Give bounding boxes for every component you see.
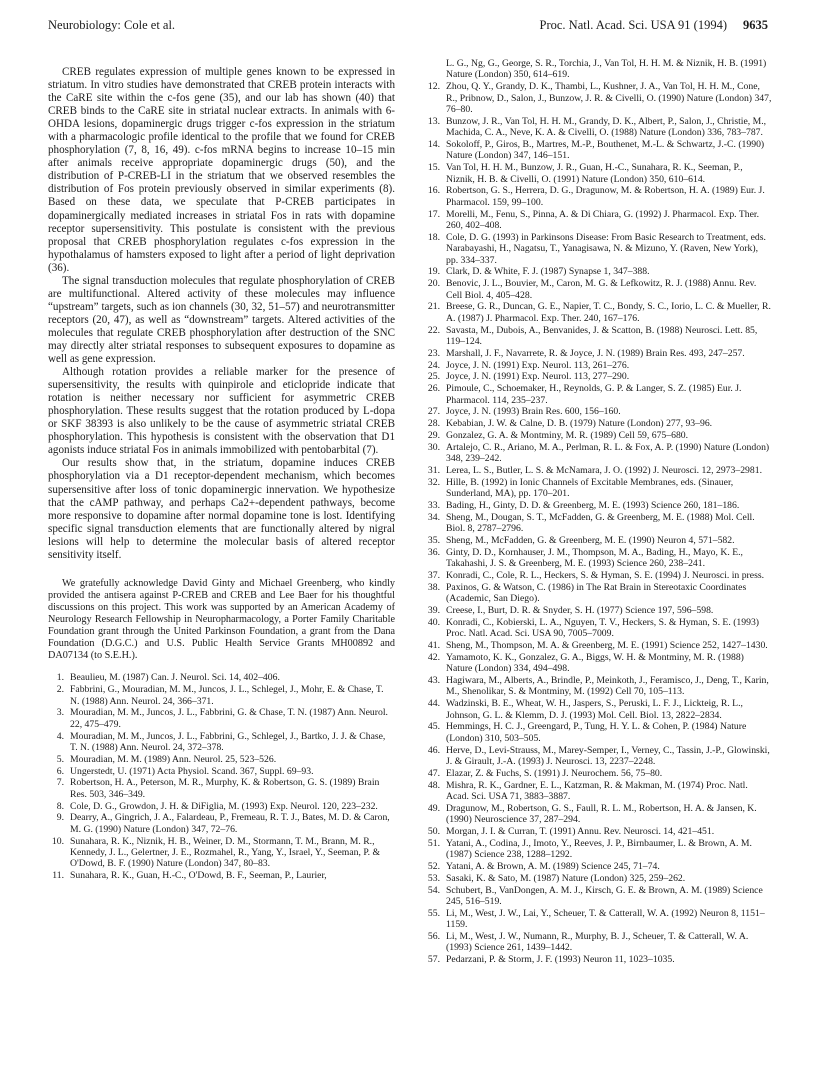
reference-text: Pedarzani, P. & Storm, J. F. (1993) Neuron 11, 1023–1035. (446, 954, 675, 966)
reference-number: 56. (427, 931, 440, 943)
reference-item (420, 301, 772, 324)
body-paragraph-4: Our results show that, in the striatum, dopamine induces CREB phosphorylation via a D1 receptor-dependent mechanism, which becomes supersensitive after loss of tonic dopaminergic innervation. We hypothesize that the cAMP pathway, and perhaps Ca2+-dependent pathways, become more responsive to dopamine after normal dopamine tone is lost. Identifying specific signal transduction elements that are functionally altered by nigral lesions will help to determine the molecular basis of altered receptor sensitivity itself. (48, 457, 395, 561)
reference-item (420, 278, 772, 301)
reference-number: 22. (427, 324, 440, 336)
reference-number: 3. (56, 707, 64, 719)
reference-number: 2. (56, 684, 64, 696)
reference-number: 30. (427, 441, 440, 453)
reference-text: Yamamoto, K. K., Gonzalez, G. A., Biggs, W. H. & Montminy, M. R. (1988) Nature (London) 334, 494–498. (446, 651, 744, 675)
reference-number: 9. (56, 812, 64, 824)
reference-number: 28. (427, 418, 440, 430)
reference-text: L. G., Ng, G., George, S. R., Torchia, J., Van Tol, H. H. M. & Niznik, H. B. (1991) Nature (London) 350, 614–619. (446, 58, 767, 81)
reference-number: 41. (427, 640, 440, 652)
reference-list-left (48, 672, 395, 881)
reference-item (48, 672, 395, 683)
reference-item (420, 360, 772, 371)
body-paragraph-3: Although rotation provides a reliable marker for the presence of supersensitivity, the results with quinpirole and eticlopride indicate that rotation is neither necessary nor sufficient for asymmetric CREB phosphorylation. These results suggest that the rotation produced by L-dopa or SKF 38393 is also unlikely to be the cause of asymmetric striatal CREB phosphorylation. This hypothesis is consistent with the observation that D1 agonists induce striatal Fos in animals immobilized with pentobarbital (7). (48, 366, 395, 457)
reference-text: Artalejo, C. R., Ariano, M. A., Perlman, R. L. & Fox, A. P. (1990) Nature (London) 348, 239–242. (446, 441, 770, 465)
reference-text: Sheng, M., Dougan, S. T., McFadden, G. & Greenberg, M. E. (1988) Mol. Cell. Biol. 8, 2787–2796. (446, 511, 755, 535)
reference-number: 11. (52, 870, 64, 882)
journal-citation (540, 18, 768, 33)
reference-number: 17. (427, 208, 440, 220)
reference-number: 55. (427, 907, 440, 919)
reference-text: Konradi, C., Kobierski, L. A., Nguyen, T. V., Heckers, S. & Hyman, S. E. (1993) Proc. Natl. Acad. Sci. USA 90, 7005–7009. (446, 616, 760, 640)
reference-text: Joyce, J. N. (1993) Brain Res. 600, 156–160. (446, 406, 621, 418)
reference-text: Sheng, M., Thompson, M. A. & Greenberg, M. E. (1991) Science 252, 1427–1430. (446, 640, 768, 652)
reference-number: 27. (427, 406, 440, 418)
reference-number: 34. (427, 511, 440, 523)
reference-item (420, 442, 772, 465)
reference-number: 45. (427, 721, 440, 733)
reference-item (420, 185, 772, 208)
reference-item (420, 81, 772, 115)
reference-number: 1. (56, 672, 64, 684)
reference-number: 50. (427, 826, 440, 838)
reference-item (420, 348, 772, 359)
reference-item (420, 931, 772, 954)
reference-number: 12. (427, 81, 440, 93)
reference-item (420, 861, 772, 872)
reference-number: 44. (427, 698, 440, 710)
reference-number: 46. (427, 744, 440, 756)
reference-item (420, 418, 772, 429)
reference-text: Robertson, G. S., Herrera, D. G., Dragunow, M. & Robertson, H. A. (1989) Eur. J. Pharmacol. 159, 99–100. (446, 185, 765, 208)
reference-text: Hille, B. (1992) in Ionic Channels of Excitable Membranes, eds. (Sinauer, Sunderland, MA), pp. 170–201. (446, 476, 734, 500)
reference-item (420, 116, 772, 139)
reference-item (420, 535, 772, 546)
reference-number: 14. (427, 139, 440, 151)
reference-item (48, 707, 395, 730)
reference-text: Gonzalez, G. A. & Montminy, M. R. (1989) Cell 59, 675–680. (446, 430, 689, 442)
reference-text: Morelli, M., Fenu, S., Pinna, A. & Di Chiara, G. (1992) J. Pharmacol. Exp. Ther. 260, 402–408. (446, 208, 760, 232)
reference-number: 37. (427, 570, 440, 582)
reference-number: 38. (427, 581, 440, 593)
reference-item (420, 465, 772, 476)
reference-text: Mouradian, M. M. (1989) Ann. Neurol. 25, 523–526. (70, 753, 277, 765)
reference-list-right (420, 58, 772, 966)
reference-item (420, 266, 772, 277)
reference-item (48, 754, 395, 765)
reference-item (420, 617, 772, 640)
reference-number: 26. (427, 383, 440, 395)
reference-item (420, 652, 772, 675)
reference-text: Sunahara, R. K., Niznik, H. B., Weiner, D. M., Stormann, T. M., Brann, M. R., Kennedy, J. L., Gelertner, J. E., Rozmahel, R., Yang, Y., Israel, Y., Seeman, P. & O'Dowd, B. F. (1990) Nature (London) 347, 80–83. (70, 835, 381, 870)
reference-number: 32. (427, 476, 440, 488)
reference-text: Ginty, D. D., Kornhauser, J. M., Thompson, M. A., Bading, H., Mayo, K. E., Takahashi, J. S. & Greenberg, M. E. (1993) Science 260, 238–241. (446, 546, 743, 570)
reference-item (420, 570, 772, 581)
reference-text: Mouradian, M. M., Juncos, J. L., Fabbrini, G., Schlegel, J., Bartko, J. J. & Chase, T. N. (1988) Ann. Neurol. 24, 372–378. (70, 730, 386, 754)
reference-text: Sunahara, R. K., Guan, H.-C., O'Dowd, B. F., Seeman, P., Laurier, (70, 870, 327, 882)
reference-number: 42. (427, 651, 440, 663)
reference-text: Bunzow, J. R., Van Tol, H. H. M., Grandy, D. K., Albert, P., Salon, J., Christie, M., Machida, C. A., Neve, K. A. & Civelli, O. (1988) Nature (London) 336, 783–787. (446, 115, 767, 139)
reference-text: Cole, D. G., Growdon, J. H. & DiFiglia, M. (1993) Exp. Neurol. 120, 223–232. (70, 800, 378, 812)
reference-item (48, 870, 395, 881)
reference-text: Paxinos, G. & Watson, C. (1986) in The Rat Brain in Stereotaxic Coordinates (Academic, San Diego). (446, 581, 747, 605)
reference-item (420, 500, 772, 511)
page-header (48, 18, 768, 38)
reference-item (420, 58, 772, 81)
reference-number: 4. (56, 730, 64, 742)
reference-item (420, 908, 772, 931)
reference-text: Sokoloff, P., Giros, B., Martres, M.-P., Bouthenet, M.-L. & Schwartz, J.-C. (1990) Nature (London) 347, 146–151. (446, 139, 765, 162)
page-number: 9635 (743, 18, 768, 32)
reference-text: Dearry, A., Gingrich, J. A., Falardeau, P., Fremeau, R. T. J., Bates, M. D. & Caron, M. G. (1990) Nature (London) 347, 72–76. (70, 812, 390, 835)
reference-number: 18. (427, 231, 440, 243)
reference-number: 54. (427, 884, 440, 896)
reference-item (48, 801, 395, 812)
reference-number: 10. (51, 835, 64, 847)
reference-number: 52. (427, 861, 440, 873)
reference-text: Hemmings, H. C. J., Greengard, P., Tung, H. Y. L. & Cohen, P. (1984) Nature (London) 310, 503–505. (446, 721, 747, 744)
reference-number: 33. (427, 500, 440, 512)
reference-number: 23. (427, 347, 440, 359)
reference-text: Hagiwara, M., Alberts, A., Brindle, P., Meinkoth, J., Feramisco, J., Deng, T., Karin, M., Shenolikar, S. & Montminy, M. (1992) Cell 70, 105–113. (446, 675, 769, 698)
reference-item (420, 582, 772, 605)
reference-item (48, 836, 395, 870)
reference-number: 7. (56, 777, 64, 789)
reference-text: Ungerstedt, U. (1971) Acta Physiol. Scand. 367, Suppl. 69–93. (70, 765, 314, 777)
reference-text: Creese, I., Burt, D. R. & Snyder, S. H. (1977) Science 197, 596–598. (446, 605, 714, 617)
reference-text: Kebabian, J. W. & Calne, D. B. (1979) Nature (London) 277, 93–96. (446, 418, 713, 430)
reference-item (420, 547, 772, 570)
reference-text: Savasta, M., Dubois, A., Benvanides, J. & Scatton, B. (1988) Neurosci. Lett. 85, 119–124. (446, 324, 758, 348)
reference-item (420, 954, 772, 965)
reference-text: Li, M., West, J. W., Lai, Y., Scheuer, T. & Catterall, W. A. (1992) Neuron 8, 1151–1159. (446, 907, 765, 931)
reference-text: Joyce, J. N. (1991) Exp. Neurol. 113, 277–290. (446, 371, 630, 383)
reference-item (420, 885, 772, 908)
reference-text: Schubert, B., VanDongen, A. M. J., Kirsch, G. E. & Brown, A. M. (1989) Science 245, 516–519. (446, 884, 763, 908)
reference-item (48, 812, 395, 835)
reference-text: Benovic, J. L., Bouvier, M., Caron, M. G. & Lefkowitz, R. J. (1988) Annu. Rev. Cell Biol. 4, 405–428. (446, 278, 757, 301)
body-paragraph-2: The signal transduction molecules that regulate phosphorylation of CREB are multifunctional. Altered activity of these molecules may influence “upstream” targets, such as ion channels (30, 32, 51–57) and neurotransmitter receptors (20, 47), as well as “downstream” targets. Altered activities of the molecules that regulate CREB phosphorylation after destruction of the SNC may directly alter striatal responses to subsequent exposures to dopamine as well as gene expression. (48, 274, 395, 366)
reference-item (420, 430, 772, 441)
reference-item (420, 838, 772, 861)
running-head: Neurobiology: Cole et al. (48, 18, 176, 32)
reference-item (420, 721, 772, 744)
reference-text: Marshall, J. F., Navarrete, R. & Joyce, J. N. (1989) Brain Res. 493, 247–257. (446, 347, 745, 359)
reference-item (420, 745, 772, 768)
reference-number: 51. (427, 837, 440, 849)
reference-text: Clark, D. & White, F. J. (1987) Synapse 1, 347–388. (446, 266, 650, 278)
reference-item (420, 512, 772, 535)
reference-item (420, 406, 772, 417)
reference-text: Fabbrini, G., Mouradian, M. M., Juncos, J. L., Schlegel, J., Mohr, E. & Chase, T. N. (1988) Ann. Neurol. 24, 366–371. (70, 684, 384, 707)
reference-text: Cole, D. G. (1993) in Parkinsons Disease: From Basic Research to Treatment, eds. Narabayashi, H., Nagatsu, T., Yanagisawa, N. & Mizuno, Y. (Raven, New York), pp. 334–337. (446, 231, 766, 266)
reference-text: Morgan, J. I. & Curran, T. (1991) Annu. Rev. Neurosci. 14, 421–451. (446, 826, 715, 838)
reference-text: Mouradian, M. M., Juncos, J. L., Fabbrini, G. & Chase, T. N. (1987) Ann. Neurol. 22, 475–479. (70, 707, 388, 730)
reference-item (420, 209, 772, 232)
reference-text: Sasaki, K. & Sato, M. (1987) Nature (London) 325, 259–262. (446, 872, 686, 884)
reference-item (420, 139, 772, 162)
reference-item (420, 768, 772, 779)
reference-text: Pimoule, C., Schoemaker, H., Reynolds, G. P. & Langer, S. Z. (1985) Eur. J. Pharmacol. 114, 235–237. (446, 383, 742, 406)
reference-item (48, 731, 395, 754)
reference-number: 49. (427, 802, 440, 814)
reference-number: 31. (427, 465, 440, 477)
reference-number: 43. (427, 675, 440, 687)
reference-item (420, 605, 772, 616)
reference-text: Zhou, Q. Y., Grandy, D. K., Thambi, L., Kushner, J. A., Van Tol, H. H. M., Cone, R., Pribnow, D., Salon, J., Bunzow, J. R. & Civelli, O. (1990) Nature (London) 347, 76–80. (446, 81, 772, 116)
left-column (48, 66, 395, 882)
reference-item (48, 777, 395, 800)
reference-number: 6. (56, 765, 64, 777)
reference-item (420, 803, 772, 826)
reference-item (420, 325, 772, 348)
reference-item (420, 371, 772, 382)
reference-number: 47. (427, 767, 440, 779)
reference-text: Van Tol, H. H. M., Bunzow, J. R., Guan, H.-C., Sunahara, R. K., Seeman, P., Niznik, H. B. & Civelli, O. (1991) Nature (London) 350, 610–614. (446, 162, 743, 185)
reference-number: 21. (427, 301, 440, 313)
reference-number: 39. (427, 605, 440, 617)
reference-item (420, 698, 772, 721)
reference-number: 20. (427, 278, 440, 290)
reference-number: 19. (427, 266, 440, 278)
reference-item (420, 675, 772, 698)
reference-text: Konradi, C., Cole, R. L., Heckers, S. & Hyman, S. E. (1994) J. Neurosci. in press. (446, 570, 765, 582)
reference-text: Dragunow, M., Robertson, G. S., Faull, R. L. M., Robertson, H. A. & Jansen, K. (1990) Neuroscience 37, 287–294. (446, 802, 757, 826)
reference-number: 57. (427, 954, 440, 966)
reference-item (48, 684, 395, 707)
reference-text: Breese, G. R., Duncan, G. E., Napier, T. C., Bondy, S. C., Iorio, L. C. & Mueller, R. A. (1987) J. Pharmacol. Exp. Ther. 240, 167–176. (446, 301, 771, 324)
reference-item (48, 766, 395, 777)
reference-number: 25. (427, 371, 440, 383)
reference-number: 48. (427, 779, 440, 791)
right-column (420, 58, 772, 966)
reference-number: 24. (427, 359, 440, 371)
body-paragraph-1: CREB regulates expression of multiple genes known to be expressed in striatum. In vitro studies have demonstrated that CREB protein interacts with the CaRE site within the c-fos gene (35), and our lab has shown (40) that CREB binds to the CaRE site in striatal nuclear extracts. In animals with 6-OHDA lesions, dopaminergic drugs trigger c-fos expression in the striatum with a pharmacologic profile identical to the profile that we found for CREB phosphorylation (7, 8, 16, 49). c-fos mRNA begins to increase 10–15 min after animals receive appropriate dopaminergic drugs (50), and the distribution of P-CREB-LI in the striatum that we observed resembles the distribution of Fos protein previously observed in similar experiments (8). Based on these data, we speculate that P-CREB participates in dopaminergically mediated increases in striatal Fos in rats with dopamine receptor supersensitivity. This postulate is consistent with the previous proposal that CREB phosphorylation regulates c-fos expression in the hypothalamus of hamsters exposed to light after a period of light deprivation (36). (48, 66, 395, 274)
reference-text: Lerea, L. S., Butler, L. S. & McNamara, J. O. (1992) J. Neurosci. 12, 2973–2981. (446, 465, 763, 477)
reference-text: Bading, H., Ginty, D. D. & Greenberg, M. E. (1993) Science 260, 181–186. (446, 500, 740, 512)
reference-text: Wadzinski, B. E., Wheat, W. H., Jaspers, S., Peruski, L. F. J., Lickteig, R. L., Johnson, G. L. & Klemm, D. J. (1993) Mol. Cell. Biol. 13, 2822–2834. (446, 698, 743, 721)
reference-text: Yatani, A., Codina, J., Imoto, Y., Reeves, J. P., Birnbaumer, L. & Brown, A. M. (1987) Science 238, 1288–1292. (446, 837, 752, 861)
reference-text: Yatani, A. & Brown, A. M. (1989) Science 245, 71–74. (446, 861, 660, 873)
reference-text: Robertson, H. A., Peterson, M. R., Murphy, K. & Robertson, G. S. (1989) Brain Res. 503, 346–349. (70, 777, 380, 800)
reference-number: 29. (427, 430, 440, 442)
reference-text: Joyce, J. N. (1991) Exp. Neurol. 113, 261–276. (446, 359, 630, 371)
reference-item (420, 383, 772, 406)
reference-item (420, 873, 772, 884)
reference-number: 8. (56, 800, 64, 812)
reference-number: 15. (427, 162, 440, 174)
reference-text: Herve, D., Levi-Strauss, M., Marey-Semper, I., Verney, C., Tassin, J.-P., Glowinski, J. & Girault, J.-A. (1993) J. Neurosci. 13, 2237–2248. (446, 744, 770, 768)
reference-number: 16. (427, 185, 440, 197)
reference-item (420, 780, 772, 803)
reference-number: 53. (427, 872, 440, 884)
reference-number: 35. (427, 535, 440, 547)
reference-number: 13. (427, 115, 440, 127)
reference-number: 36. (427, 546, 440, 558)
reference-item (420, 826, 772, 837)
reference-text: Mishra, R. K., Gardner, E. L., Katzman, R. & Makman, M. (1974) Proc. Natl. Acad. Sci. USA 71, 3883–3887. (446, 779, 748, 803)
reference-text: Beaulieu, M. (1987) Can. J. Neurol. Sci. 14, 402–406. (70, 672, 280, 684)
reference-item (420, 477, 772, 500)
reference-text: Li, M., West, J. W., Numann, R., Murphy, B. J., Scheuer, T. & Catterall, W. A. (1993) Science 261, 1439–1442. (446, 931, 749, 954)
reference-text: Elazar, Z. & Fuchs, S. (1991) J. Neurochem. 56, 75–80. (446, 767, 663, 779)
reference-item (420, 232, 772, 266)
reference-text: Sheng, M., McFadden, G. & Greenberg, M. E. (1990) Neuron 4, 571–582. (446, 535, 735, 547)
reference-number: 5. (56, 753, 64, 765)
acknowledgment: We gratefully acknowledge David Ginty and Michael Greenberg, who kindly provided the antisera against P-CREB and CREB and Lee Baer for his thoughtful discussions on this project. This work was supported by an American Academy of Neurology Research Fellowship in Neuropharmacology, a Porter Family Charitable Foundation grant through the United Parkinson Foundation, a grant from the Dana Foundation (D.G.C.) and U.S. Public Health Service Grants MH00892 and DA07134 (to S.E.H.). (48, 577, 395, 662)
journal-name: Proc. Natl. Acad. Sci. USA 91 (1994) (539, 18, 727, 32)
reference-item (420, 640, 772, 651)
reference-number: 40. (427, 616, 440, 628)
reference-item (420, 162, 772, 185)
